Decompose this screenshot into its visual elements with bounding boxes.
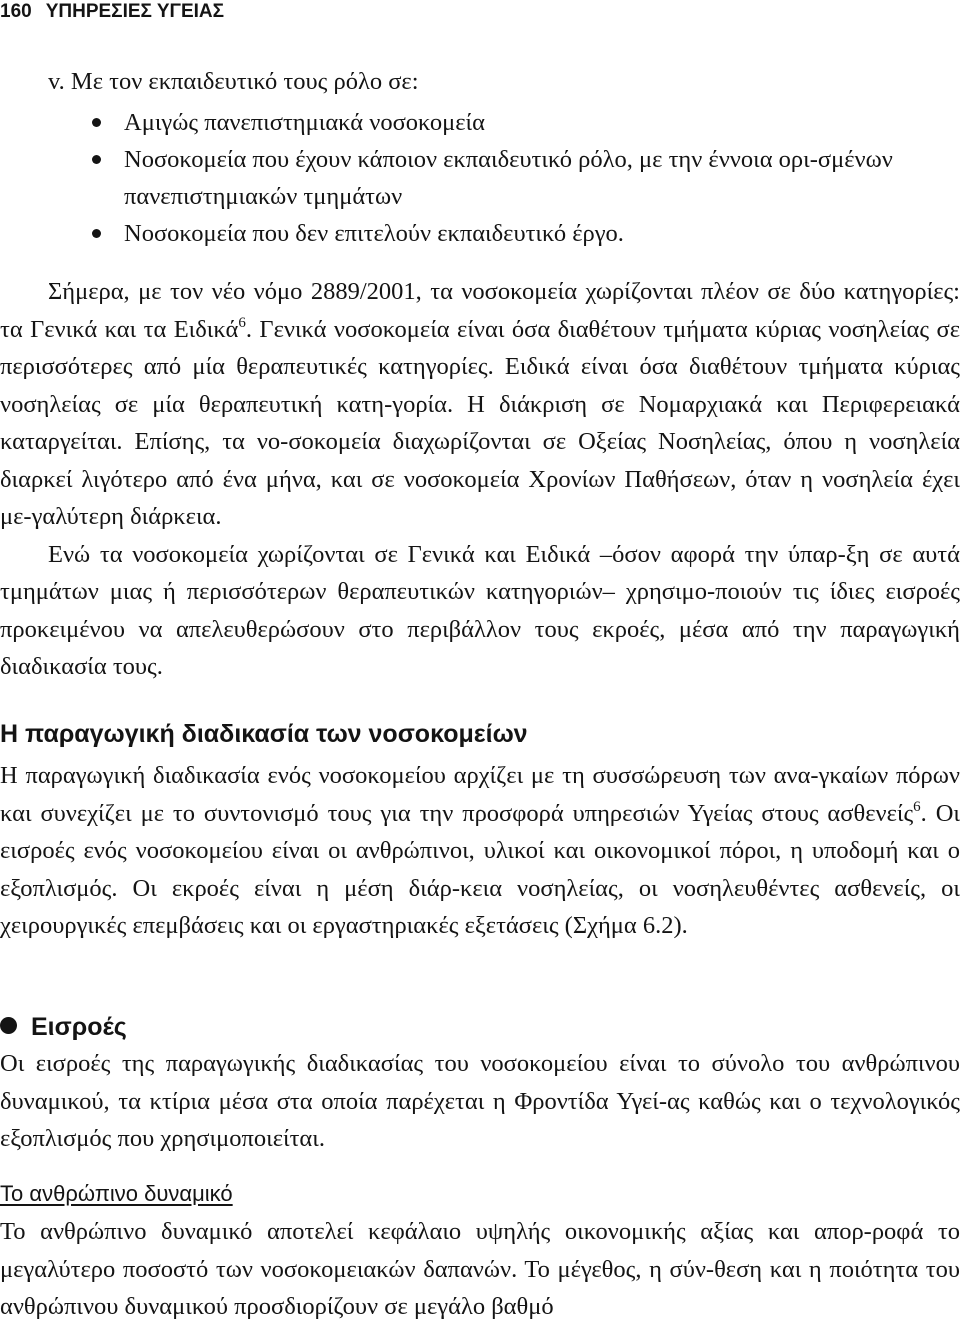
body-text-2: [0, 757, 960, 945]
footnote-marker: 6: [238, 314, 246, 331]
running-header: [0, 0, 224, 30]
paragraph: [0, 273, 960, 536]
subsubsection-heading: Το ανθρώπινο δυναμικό: [0, 1181, 233, 1206]
bullet-icon: [92, 229, 101, 238]
paragraph: [0, 757, 960, 945]
section-heading: Η παραγωγική διαδικασία των νοσοκομείων: [0, 720, 528, 748]
paragraph-text: Η παραγωγική διαδικασία ενός νοσοκομείου αρχίζει με τη συσσώρευση των ανα-γκαίων πόρων και συνεχίζει με το συντονισμό τους για την προσφορά υπηρεσιών Υγείας στους ασθενείς: [0, 762, 960, 827]
body-text-4: [0, 1213, 960, 1326]
paragraph: Ενώ τα νοσοκομεία χωρίζονται σε Γενικά και Ειδικά –όσον αφορά την ύπαρ-ξη σε αυτά τμημάτων μιας ή περισσότερων θεραπευτικών κατηγοριών– χρησιμο-ποιούν τις ίδιες εισροές προκειμένου να απελευθερώσουν στο περιβάλλον τους εκροές, μέσα από την παραγωγική διαδικασία τους.: [0, 540, 960, 680]
paragraph-text: . Γενικά νοσοκομεία είναι όσα διαθέτουν τμήματα κύριας νοσηλείας σε περισσότερες από μία θεραπευτικές κατηγορίες. Ειδικά είναι όσα διαθέτουν τμήματα κύριας νοσηλείας σε μία θεραπευτική κατη-γορία. Η διάκριση σε Νομαρχιακά και Περιφερειακά καταργείται. Επίσης, τα νο-σοκομεία διαχωρίζονται σε Οξείας Νοσηλείας, όπου η νοσηλεία διαρκεί λιγότερο από ένα μήνα, και σε νοσοκομεία Χρονίων Παθήσεων, όταν η νοσηλεία έχει με-γαλύτερη διάρκεια.: [0, 315, 960, 530]
page-number: 160: [0, 1, 32, 22]
bullet-icon: [92, 155, 101, 164]
body-text-1: [0, 273, 960, 686]
list-intro: v. Με τον εκπαιδευτικό τους ρόλο σε:: [48, 68, 419, 95]
list-item: [0, 141, 960, 215]
paragraph-text: . Οι εισροές ενός νοσοκομείου είναι οι ανθρώπινοι, υλικοί και οικονομικοί πόροι, η υποδομή και ο εξοπλισμός. Οι εκροές είναι η μέση διάρ-κεια νοσηλείας, οι νοσηλευθέντες ασθενείς, οι χειρουργικές επεμβάσεις και οι εργαστηριακές εξετάσεις (Σχήμα 6.2).: [0, 799, 960, 939]
subsection-heading-text: Εισροές: [31, 1013, 127, 1041]
bullet-icon: [0, 1017, 17, 1034]
footnote-marker: 6: [913, 798, 921, 815]
list-item-text: Νοσοκομεία που δεν επιτελούν εκπαιδευτικό έργο.: [124, 220, 624, 247]
subsection-heading: [0, 1010, 127, 1044]
paragraph-text: Σήμερα, με τον νέο νόμο 2889/2001, τα νοσοκομεία χωρίζονται πλέον σε δύο κατηγορίες: τα Γενικά και τα Ειδικά: [0, 278, 960, 343]
paragraph: Το ανθρώπινο δυναμικό αποτελεί κεφάλαιο υψηλής οικονομικής αξίας και απορ-ροφά το μεγαλύτερο ποσοστό των νοσοκομειακών δαπανών. Το μέγεθος, η σύν-θεση και η ποιότητα του ανθρώπινου δυναμικού προσδιορίζουν σε μεγάλο βαθμό: [0, 1218, 960, 1320]
list-item-text: Αμιγώς πανεπιστημιακά νοσοκομεία: [124, 109, 485, 136]
running-title: ΥΠΗΡΕΣΙΕΣ ΥΓΕΙΑΣ: [45, 1, 225, 22]
list-item: [0, 104, 960, 141]
paragraph: Οι εισροές της παραγωγικής διαδικασίας του νοσοκομείου είναι το σύνολο του ανθρώπινου δυναμικού, τα κτίρια μέσα στα οποία παρέχεται η Φροντίδα Υγεί-ας καθώς και ο τεχνολογικός εξοπλισμός που χρησιμοποιείται.: [0, 1050, 960, 1152]
bullet-icon: [92, 118, 101, 127]
bullet-list: [0, 104, 960, 252]
body-text-3: [0, 1045, 960, 1158]
list-item: [0, 215, 960, 252]
list-item-text: Νοσοκομεία που έχουν κάποιον εκπαιδευτικό ρόλο, με την έννοια ορι-σμένων πανεπιστημιακών τμημάτων: [124, 146, 893, 210]
